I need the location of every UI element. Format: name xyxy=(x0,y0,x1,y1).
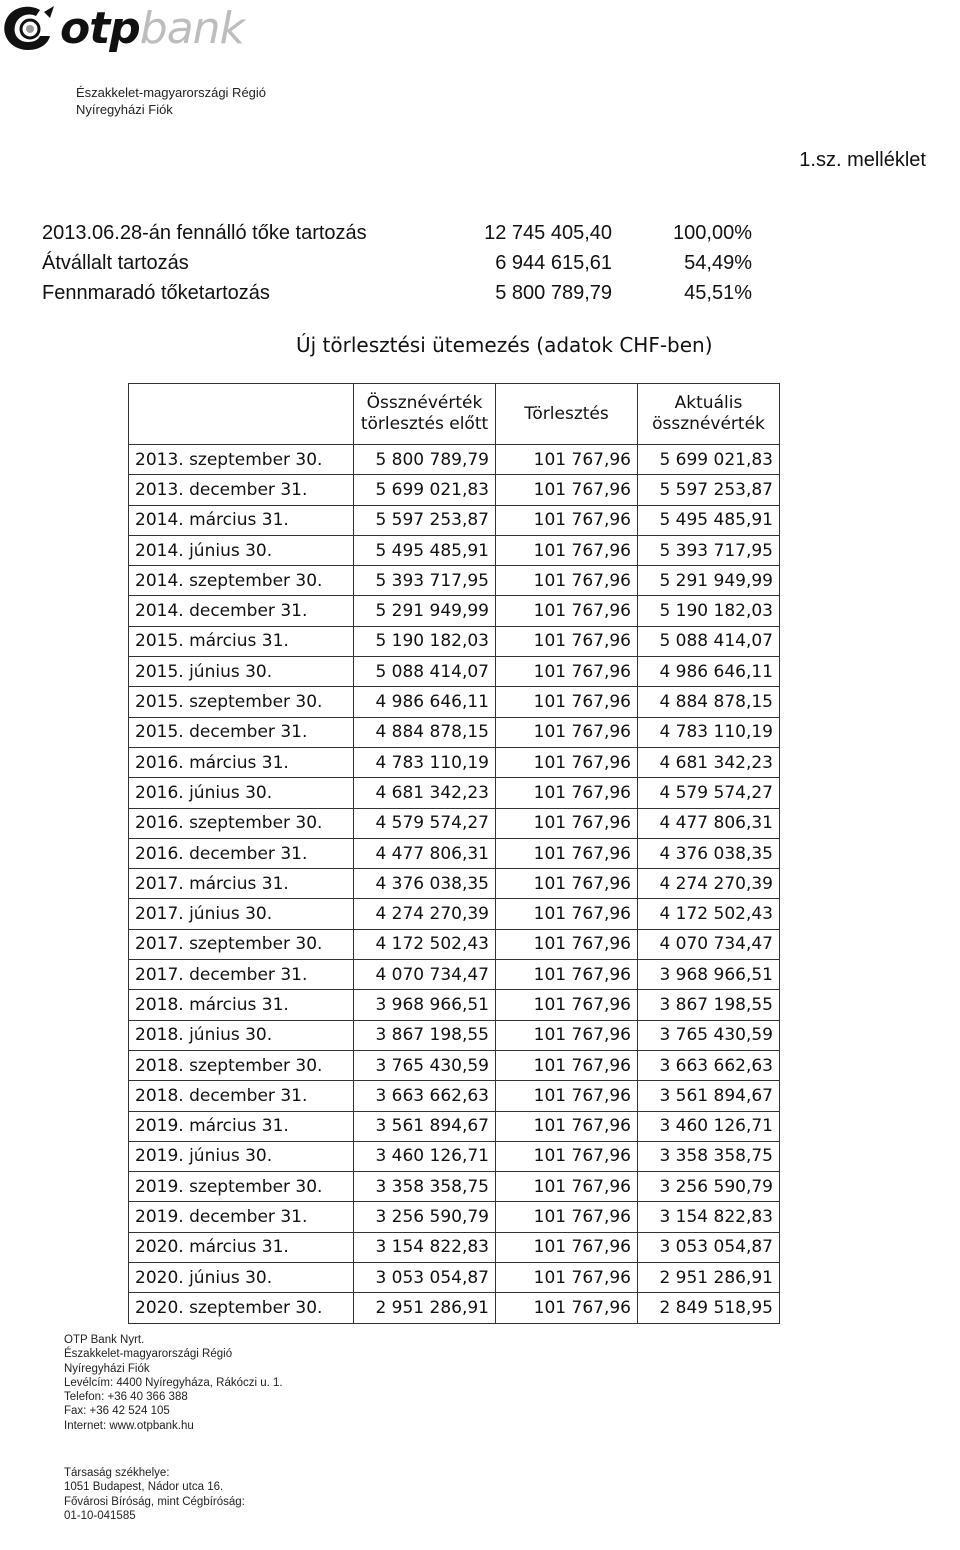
table-row xyxy=(129,1020,780,1050)
logo-text-bank: bank xyxy=(139,2,245,54)
date-cell: 2016. szeptember 30. xyxy=(129,808,354,838)
payment-cell: 101 767,96 xyxy=(496,505,638,535)
after-cell: 5 190 182,03 xyxy=(638,596,780,626)
summary-percent: 54,49% xyxy=(684,252,752,274)
table-row xyxy=(129,717,780,747)
schedule-title: Új törlesztési ütemezés (adatok CHF-ben) xyxy=(296,333,713,357)
payment-cell: 101 767,96 xyxy=(496,1111,638,1141)
table-row xyxy=(129,1172,780,1202)
date-cell: 2017. június 30. xyxy=(129,899,354,929)
after-cell: 3 154 822,83 xyxy=(638,1202,780,1232)
table-row xyxy=(129,1141,780,1171)
date-cell: 2020. június 30. xyxy=(129,1263,354,1293)
footer-line: Fax: +36 42 524 105 xyxy=(64,1405,170,1418)
after-cell: 4 579 574,27 xyxy=(638,778,780,808)
date-column-header xyxy=(129,384,354,445)
table-row xyxy=(129,1232,780,1262)
after-cell: 4 172 502,43 xyxy=(638,899,780,929)
table-row xyxy=(129,1050,780,1080)
footer-line: 01-10-041585 xyxy=(64,1509,136,1522)
date-cell: 2016. március 31. xyxy=(129,747,354,777)
table-row xyxy=(129,475,780,505)
before-cell: 5 597 253,87 xyxy=(354,505,496,535)
after-cell: 3 561 894,67 xyxy=(638,1081,780,1111)
date-cell: 2015. december 31. xyxy=(129,717,354,747)
date-cell: 2018. szeptember 30. xyxy=(129,1050,354,1080)
otp-logo-icon xyxy=(0,2,58,54)
payment-cell: 101 767,96 xyxy=(496,445,638,475)
footer-line: Fővárosi Bíróság, mint Cégbíróság: xyxy=(64,1495,245,1508)
before-cell: 3 867 198,55 xyxy=(354,1020,496,1050)
table-header-row xyxy=(129,384,780,445)
payment-cell: 101 767,96 xyxy=(496,1293,638,1323)
date-cell: 2014. szeptember 30. xyxy=(129,566,354,596)
before-cell: 4 986 646,11 xyxy=(354,687,496,717)
table-row xyxy=(129,747,780,777)
table-row xyxy=(129,535,780,565)
table-row xyxy=(129,929,780,959)
before-cell: 3 358 358,75 xyxy=(354,1172,496,1202)
footer-line: 1051 Budapest, Nádor utca 16. xyxy=(64,1481,224,1494)
date-cell: 2015. szeptember 30. xyxy=(129,687,354,717)
before-cell: 3 663 662,63 xyxy=(354,1081,496,1111)
payment-cell: 101 767,96 xyxy=(496,657,638,687)
after-cell: 5 699 021,83 xyxy=(638,445,780,475)
date-cell: 2019. december 31. xyxy=(129,1202,354,1232)
date-cell: 2016. december 31. xyxy=(129,838,354,868)
date-cell: 2014. június 30. xyxy=(129,535,354,565)
date-cell: 2015. március 31. xyxy=(129,626,354,656)
table-row xyxy=(129,1111,780,1141)
footer-line: Északkelet-magyarországi Régió xyxy=(64,1348,233,1361)
summary-label: 2013.06.28-án fennálló tőke tartozás xyxy=(42,222,367,244)
table-row xyxy=(129,566,780,596)
debt-summary xyxy=(42,218,752,308)
after-cell: 4 884 878,15 xyxy=(638,687,780,717)
date-cell: 2014. március 31. xyxy=(129,505,354,535)
footer-line: Telefon: +36 40 366 388 xyxy=(64,1391,188,1404)
before-cell: 5 291 949,99 xyxy=(354,596,496,626)
company-hq-footer xyxy=(64,1466,245,1523)
date-cell: 2014. december 31. xyxy=(129,596,354,626)
table-row xyxy=(129,626,780,656)
before-cell: 4 783 110,19 xyxy=(354,747,496,777)
table-row xyxy=(129,1293,780,1323)
date-cell: 2020. március 31. xyxy=(129,1232,354,1262)
region-name: Északkelet-magyarországi Régió xyxy=(76,85,267,100)
before-cell: 3 154 822,83 xyxy=(354,1232,496,1262)
after-cell: 4 070 734,47 xyxy=(638,929,780,959)
before-cell: 3 460 126,71 xyxy=(354,1141,496,1171)
date-cell: 2017. szeptember 30. xyxy=(129,929,354,959)
before-cell: 5 393 717,95 xyxy=(354,566,496,596)
after-cell: 3 053 054,87 xyxy=(638,1232,780,1262)
before-cell: 4 274 270,39 xyxy=(354,899,496,929)
payment-cell: 101 767,96 xyxy=(496,1202,638,1232)
header-text: törlesztés előtt xyxy=(360,414,489,434)
payment-cell: 101 767,96 xyxy=(496,1172,638,1202)
date-cell: 2018. december 31. xyxy=(129,1081,354,1111)
date-cell: 2013. szeptember 30. xyxy=(129,445,354,475)
date-cell: 2018. június 30. xyxy=(129,1020,354,1050)
summary-row xyxy=(42,278,752,308)
header-text: Össznévérték xyxy=(366,393,483,413)
summary-percent: 100,00% xyxy=(673,222,752,244)
table-row xyxy=(129,960,780,990)
table-row xyxy=(129,687,780,717)
after-cell: 4 376 038,35 xyxy=(638,838,780,868)
before-column-header xyxy=(354,384,496,445)
before-cell: 4 070 734,47 xyxy=(354,960,496,990)
payment-cell: 101 767,96 xyxy=(496,1263,638,1293)
payment-cell: 101 767,96 xyxy=(496,747,638,777)
date-cell: 2013. december 31. xyxy=(129,475,354,505)
payment-cell: 101 767,96 xyxy=(496,626,638,656)
table-row xyxy=(129,1202,780,1232)
date-cell: 2019. június 30. xyxy=(129,1141,354,1171)
date-cell: 2016. június 30. xyxy=(129,778,354,808)
header-text: össznévérték xyxy=(652,414,765,434)
before-cell: 3 968 966,51 xyxy=(354,990,496,1020)
before-cell: 4 681 342,23 xyxy=(354,778,496,808)
before-cell: 5 800 789,79 xyxy=(354,445,496,475)
after-cell: 3 460 126,71 xyxy=(638,1111,780,1141)
after-cell: 3 867 198,55 xyxy=(638,990,780,1020)
after-cell: 3 663 662,63 xyxy=(638,1050,780,1080)
after-cell: 3 968 966,51 xyxy=(638,960,780,990)
before-cell: 4 376 038,35 xyxy=(354,869,496,899)
footer-line: Nyíregyházi Fiók xyxy=(64,1362,150,1375)
payment-cell: 101 767,96 xyxy=(496,1141,638,1171)
summary-amount: 12 745 405,40 xyxy=(484,222,612,244)
table-row xyxy=(129,445,780,475)
table-row xyxy=(129,869,780,899)
payment-cell: 101 767,96 xyxy=(496,778,638,808)
date-cell: 2019. szeptember 30. xyxy=(129,1172,354,1202)
date-cell: 2020. szeptember 30. xyxy=(129,1293,354,1323)
after-cell: 5 597 253,87 xyxy=(638,475,780,505)
before-cell: 5 190 182,03 xyxy=(354,626,496,656)
footer-line: OTP Bank Nyrt. xyxy=(64,1334,145,1346)
summary-amount: 6 944 615,61 xyxy=(495,252,612,274)
payment-column-header: Törlesztés xyxy=(496,384,638,445)
after-cell: 3 358 358,75 xyxy=(638,1141,780,1171)
table-row xyxy=(129,778,780,808)
table-row xyxy=(129,899,780,929)
table-row xyxy=(129,990,780,1020)
after-cell: 3 256 590,79 xyxy=(638,1172,780,1202)
date-cell: 2017. december 31. xyxy=(129,960,354,990)
payment-cell: 101 767,96 xyxy=(496,960,638,990)
payment-cell: 101 767,96 xyxy=(496,1050,638,1080)
before-cell: 3 256 590,79 xyxy=(354,1202,496,1232)
summary-row xyxy=(42,218,752,248)
table-row xyxy=(129,838,780,868)
summary-row xyxy=(42,248,752,278)
header-text: Aktuális xyxy=(674,393,743,413)
before-cell: 2 951 286,91 xyxy=(354,1293,496,1323)
after-cell: 2 849 518,95 xyxy=(638,1293,780,1323)
after-cell: 3 765 430,59 xyxy=(638,1020,780,1050)
footer-line: Internet: www.otpbank.hu xyxy=(64,1419,194,1432)
payment-cell: 101 767,96 xyxy=(496,1081,638,1111)
before-cell: 5 495 485,91 xyxy=(354,535,496,565)
date-cell: 2017. március 31. xyxy=(129,869,354,899)
after-cell: 4 986 646,11 xyxy=(638,657,780,687)
payment-cell: 101 767,96 xyxy=(496,929,638,959)
payment-cell: 101 767,96 xyxy=(496,990,638,1020)
after-cell: 4 477 806,31 xyxy=(638,808,780,838)
after-cell: 5 291 949,99 xyxy=(638,566,780,596)
payment-cell: 101 767,96 xyxy=(496,566,638,596)
table-row xyxy=(129,1263,780,1293)
payment-cell: 101 767,96 xyxy=(496,717,638,747)
schedule-body xyxy=(129,445,780,1324)
bank-contact-footer xyxy=(64,1333,283,1433)
summary-label: Fennmaradó tőketartozás xyxy=(42,282,270,304)
before-cell: 5 088 414,07 xyxy=(354,657,496,687)
branch-name: Nyíregyházi Fiók xyxy=(76,102,173,117)
repayment-schedule-table xyxy=(128,383,780,1324)
logo-text-otp: otp xyxy=(60,2,140,54)
branch-header xyxy=(76,84,266,118)
payment-cell: 101 767,96 xyxy=(496,808,638,838)
before-cell: 4 477 806,31 xyxy=(354,838,496,868)
after-cell: 2 951 286,91 xyxy=(638,1263,780,1293)
date-cell: 2019. március 31. xyxy=(129,1111,354,1141)
after-cell: 4 783 110,19 xyxy=(638,717,780,747)
payment-cell: 101 767,96 xyxy=(496,1020,638,1050)
payment-cell: 101 767,96 xyxy=(496,535,638,565)
after-cell: 4 274 270,39 xyxy=(638,869,780,899)
summary-percent: 45,51% xyxy=(684,282,752,304)
after-cell: 5 495 485,91 xyxy=(638,505,780,535)
summary-amount: 5 800 789,79 xyxy=(495,282,612,304)
table-row xyxy=(129,596,780,626)
payment-cell: 101 767,96 xyxy=(496,687,638,717)
date-cell: 2018. március 31. xyxy=(129,990,354,1020)
footer-line: Társaság székhelye: xyxy=(64,1467,170,1479)
payment-cell: 101 767,96 xyxy=(496,596,638,626)
footer-line: Levélcím: 4400 Nyíregyháza, Rákóczi u. 1. xyxy=(64,1376,283,1389)
payment-cell: 101 767,96 xyxy=(496,869,638,899)
before-cell: 4 884 878,15 xyxy=(354,717,496,747)
summary-label: Átvállalt tartozás xyxy=(42,252,189,274)
after-cell: 5 088 414,07 xyxy=(638,626,780,656)
payment-cell: 101 767,96 xyxy=(496,1232,638,1262)
before-cell: 3 765 430,59 xyxy=(354,1050,496,1080)
attachment-label: 1.sz. melléklet xyxy=(799,149,926,171)
payment-cell: 101 767,96 xyxy=(496,838,638,868)
after-cell: 5 393 717,95 xyxy=(638,535,780,565)
table-row xyxy=(129,808,780,838)
date-cell: 2015. június 30. xyxy=(129,657,354,687)
table-row xyxy=(129,657,780,687)
after-column-header xyxy=(638,384,780,445)
before-cell: 5 699 021,83 xyxy=(354,475,496,505)
before-cell: 4 579 574,27 xyxy=(354,808,496,838)
before-cell: 3 561 894,67 xyxy=(354,1111,496,1141)
before-cell: 3 053 054,87 xyxy=(354,1263,496,1293)
otpbank-logo xyxy=(0,2,244,54)
table-row xyxy=(129,505,780,535)
after-cell: 4 681 342,23 xyxy=(638,747,780,777)
payment-cell: 101 767,96 xyxy=(496,899,638,929)
before-cell: 4 172 502,43 xyxy=(354,929,496,959)
payment-cell: 101 767,96 xyxy=(496,475,638,505)
table-row xyxy=(129,1081,780,1111)
